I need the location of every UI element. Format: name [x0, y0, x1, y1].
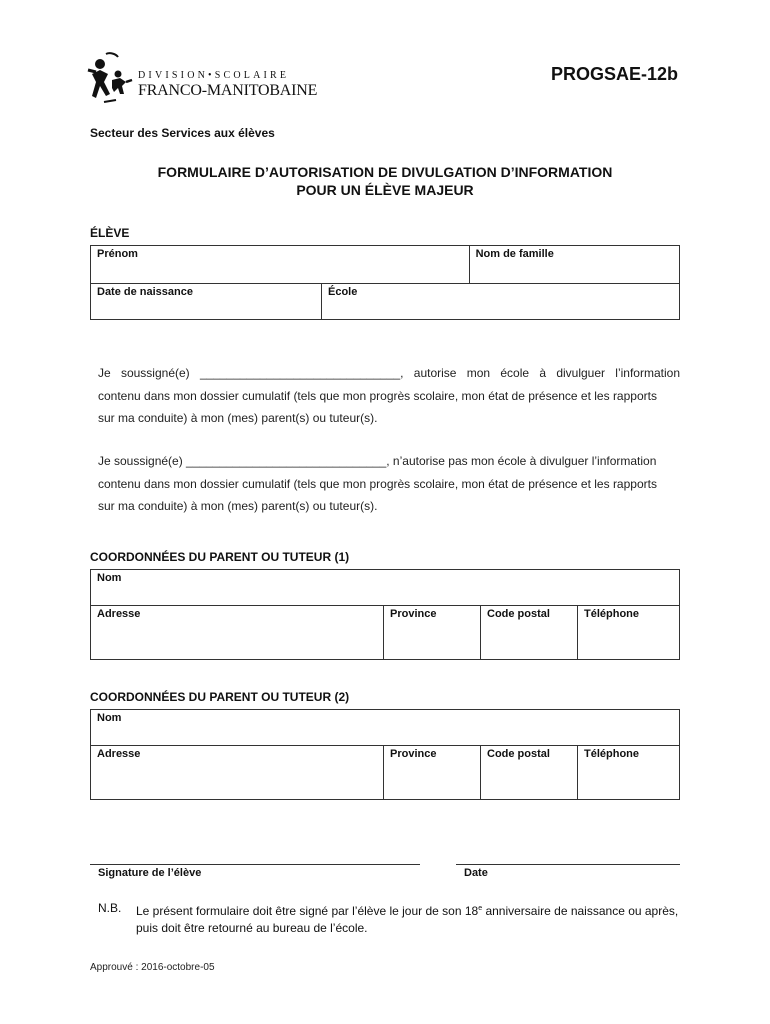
last-name-label: Nom de famille: [475, 248, 554, 260]
authorize-paragraph: [98, 362, 680, 430]
guardian2-table: [90, 709, 680, 800]
guardian1-postal-field[interactable]: [481, 606, 578, 660]
guardian2-province-label: Province: [390, 748, 437, 760]
guardian2-name-field[interactable]: [91, 710, 680, 746]
guardian1-phone-field[interactable]: [578, 606, 680, 660]
guardian2-postal-field[interactable]: [481, 746, 578, 800]
form-title-line2: POUR UN ÉLÈVE MAJEUR: [296, 182, 474, 198]
guardian1-name-field[interactable]: [91, 570, 680, 606]
date-line[interactable]: [456, 864, 680, 865]
first-name-label: Prénom: [97, 248, 138, 260]
guardian1-name-label: Nom: [97, 572, 122, 584]
sector-label: Secteur des Services aux élèves: [90, 126, 275, 140]
birth-date-label: Date de naissance: [97, 286, 193, 298]
last-name-field[interactable]: [469, 246, 679, 284]
note-text: [136, 900, 680, 937]
authorize-line: sur ma conduite) à mon (mes) parent(s) ou tuteur(s).: [98, 411, 378, 425]
guardian1-province-field[interactable]: [384, 606, 481, 660]
note-text-before: Le présent formulaire doit être signé par l’élève le jour de son 18: [136, 904, 479, 918]
authorize-line: contenu dans mon dossier cumulatif (tels que mon progrès scolaire, mon état de présence et les rapports: [98, 388, 657, 403]
logo-division-text: DIVISION•SCOLAIRE: [138, 70, 290, 81]
approval-footer: Approuvé : 2016-octobre-05: [90, 962, 215, 973]
note-tag: N.B.: [98, 901, 122, 915]
school-label: École: [328, 286, 358, 298]
guardian2-address-field[interactable]: [91, 746, 384, 800]
form-title-line1: FORMULAIRE D’AUTORISATION DE DIVULGATION D’INFORMATION: [157, 164, 613, 180]
guardian1-phone-label: Téléphone: [584, 608, 640, 620]
birth-date-field[interactable]: [91, 284, 322, 320]
student-info-table: [90, 245, 680, 320]
division-logo: [86, 52, 316, 108]
deny-line: sur ma conduite) à mon (mes) parent(s) ou tuteur(s).: [98, 499, 378, 513]
guardian1-table: [90, 569, 680, 660]
guardian2-name-label: Nom: [97, 712, 122, 724]
dancing-figures-icon: [86, 52, 136, 108]
school-field[interactable]: [322, 284, 680, 320]
authorize-line: Je soussigné(e) ______________________________, autorise mon école à divulguer l’information: [98, 366, 680, 380]
note-text-after: anniversaire de naissance ou après, puis doit être retourné au bureau de l’école.: [136, 904, 679, 935]
guardian2-province-field[interactable]: [384, 746, 481, 800]
guardian1-section-label: COORDONNÉES DU PARENT OU TUTEUR (1): [90, 550, 350, 564]
guardian2-address-label: Adresse: [97, 748, 141, 760]
date-label: Date: [464, 867, 488, 879]
note-superscript: e: [478, 905, 483, 912]
guardian2-phone-field[interactable]: [578, 746, 680, 800]
deny-paragraph: [98, 450, 680, 518]
deny-line: Je soussigné(e) ______________________________, n’autorise pas mon école à divulguer l’information: [98, 454, 657, 468]
guardian1-postal-label: Code postal: [487, 608, 550, 620]
guardian2-phone-label: Téléphone: [584, 748, 640, 760]
signature-line[interactable]: [90, 864, 420, 865]
student-section-label: ÉLÈVE: [90, 226, 130, 240]
first-name-field[interactable]: [91, 246, 470, 284]
document-code: PROGSAE-12b: [550, 64, 678, 84]
signature-label: Signature de l’élève: [98, 867, 202, 879]
guardian1-province-label: Province: [390, 608, 437, 620]
guardian2-section-label: COORDONNÉES DU PARENT OU TUTEUR (2): [90, 690, 350, 704]
guardian1-address-label: Adresse: [97, 608, 141, 620]
logo-franco-text: FRANCO-MANITOBAINE: [138, 82, 318, 99]
guardian2-postal-label: Code postal: [487, 748, 550, 760]
deny-line: contenu dans mon dossier cumulatif (tels que mon progrès scolaire, mon état de présence et les rapports: [98, 476, 657, 491]
guardian1-address-field[interactable]: [91, 606, 384, 660]
